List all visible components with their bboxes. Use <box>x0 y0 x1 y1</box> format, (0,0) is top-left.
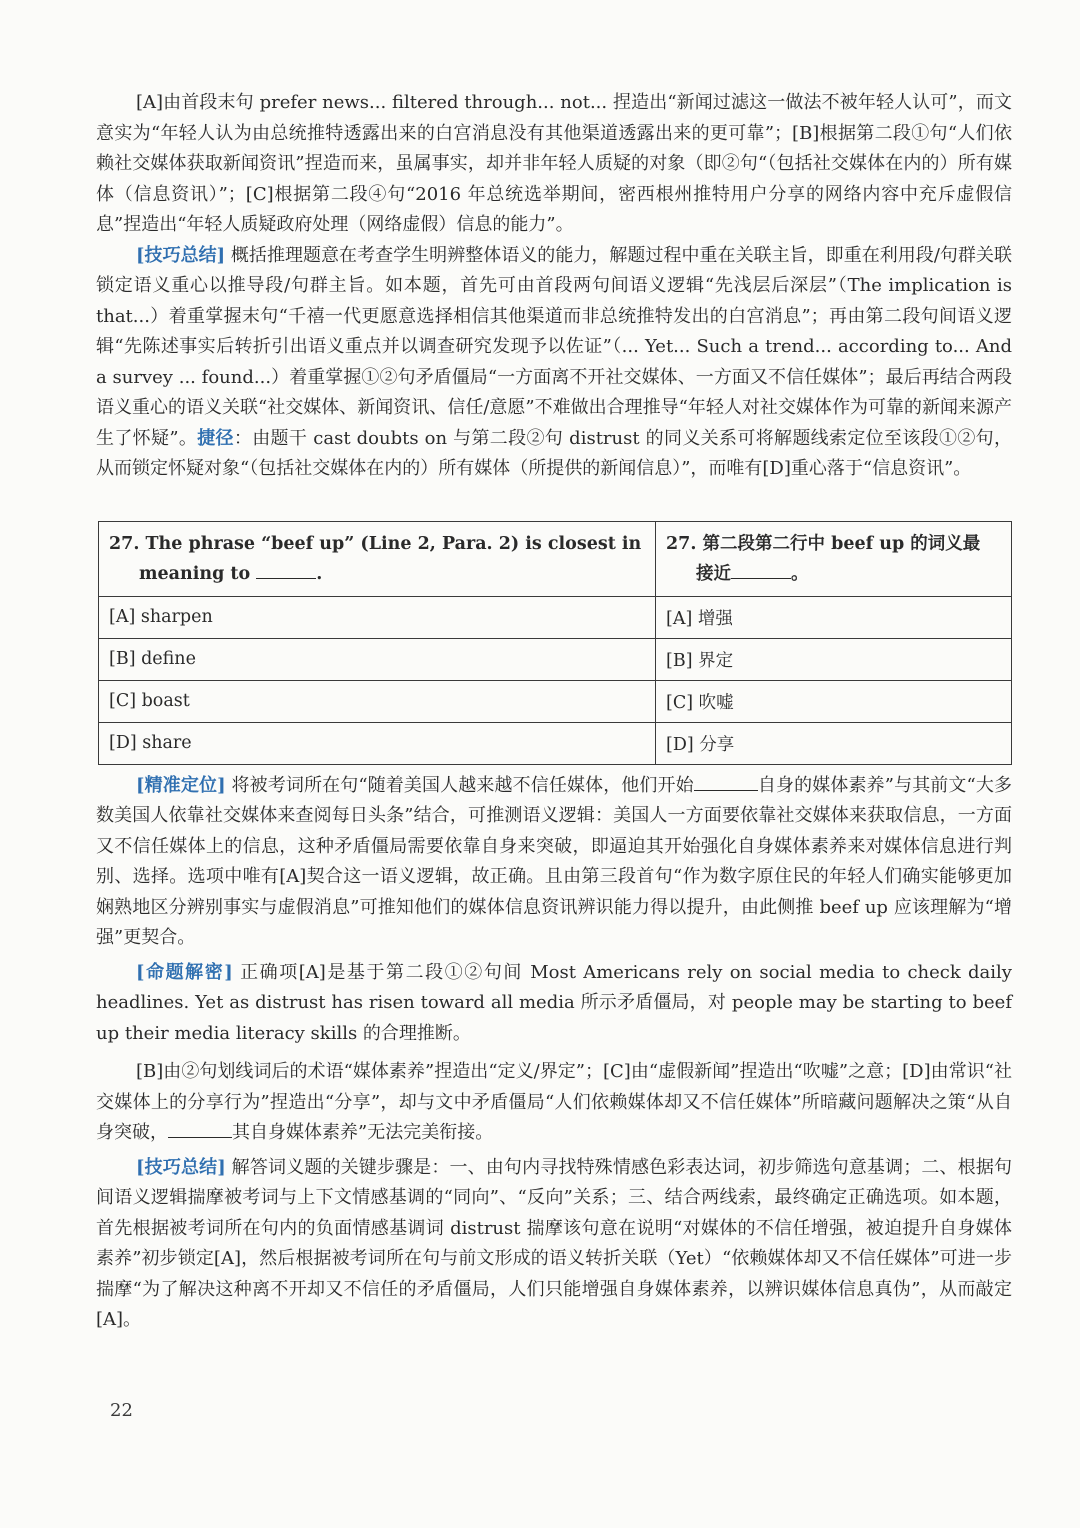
distractor-analysis-paragraph <box>96 88 1012 241</box>
skill-summary-2-text: 解答词义题的关键步骤是：一、由句内寻找特殊情感色彩表达词，初步筛选句意基调；二、根据句间语义逻辑揣摩被考词与上下文情感基调的“同向”、“反向”关系；三、结合两线索，最终确定正确选项。如本题，首先根据被考词所在句内的负面情感基调词 distrust 揣摩该句意在说明“对媒体的不信任增强，被迫提升自身媒体素养”初步锁定[A]，然后根据被考词所在句与前文形成的语义转折关联（Yet）“依赖媒体却又不信任媒体”可进一步揣摩“为了解决这种离不开却又不信任的矛盾僵局，人们只能增强自身媒体素养，以辨识媒体信息真伪”，从而敲定[A]。 <box>96 1156 1012 1330</box>
shortcut-text: ：由题干 cast doubts on 与第二段②句 distrust 的同义关系可将解题线索定位至该段①②句，从而锁定怀疑对象“（包括社交媒体在内的）所有媒体（所提供的新闻信息）”，而唯有[D]重心落于“信息资讯”。 <box>96 427 1013 479</box>
proposition-secret-tag: [命题解密] <box>136 961 233 983</box>
option-en: [A] sharpen <box>99 596 656 638</box>
skill-summary-2-tag: [技巧总结] <box>136 1156 226 1178</box>
option-zh: [D] 分享 <box>656 722 1012 764</box>
question-stem-en-line2 <box>109 559 645 589</box>
stem-en-period: . <box>316 563 323 584</box>
question-stem-zh-line1: 27. 第二段第二行中 beef up 的词义最 <box>666 533 981 554</box>
question-stem-row <box>99 521 1012 596</box>
skill-summary-paragraph <box>96 241 1012 485</box>
distractor-paragraph <box>96 1057 1012 1149</box>
inline-blank <box>168 1123 232 1138</box>
option-zh: [B] 界定 <box>656 638 1012 680</box>
distractor-text-a: [B]由②句划线词后的术语“媒体素养”捏造出“定义/界定”；[C]由“虚假新闻”捏造出“吹嘘”之意；[D]由常识“社交媒体上的分享行为”捏造出“分享”，却与文中矛盾僵局“人们依赖媒体却又不信任媒体”所暗藏问题解决之策“从自身突破， <box>96 1061 1012 1143</box>
answer-blank <box>731 564 791 579</box>
precise-location-text-a: 将被考词所在句“随着美国人越来越不信任媒体，他们开始 <box>231 774 694 796</box>
precise-location-tag: [精准定位] <box>136 774 226 796</box>
option-row <box>99 722 1012 764</box>
skill-summary-2-paragraph <box>96 1153 1012 1336</box>
question-stem-zh-line2 <box>666 559 1001 589</box>
stem-zh-period: 。 <box>791 563 809 584</box>
distractor-analysis-text: [A]由首段末句 prefer news... filtered through... not... 捏造出“新闻过滤这一做法不被年轻人认可”，而文意实为“年轻人认为由总统推特透露出来的白宫消息没有其他渠道透露出来的更可靠”；[B]根据第二段①句“人们依赖社交媒体获取新闻资讯”捏造而来，虽属事实，却并非年轻人质疑的对象（即②句“（包括社交媒体在内的）所有媒体（信息资讯）”；[C]根据第二段④句“2016 年总统选举期间，密西根州推特用户分享的网络内容中充斥虚假信息”捏造出“年轻人质疑政府处理（网络虚假）信息的能力”。 <box>96 92 1012 235</box>
question-stem-en <box>99 521 656 596</box>
shortcut-keyword: 捷径 <box>197 427 234 449</box>
page-content <box>96 88 1012 1336</box>
stem-zh-text: 接近 <box>696 563 731 584</box>
question-stem-en-line1: 27. The phrase “beef up” (Line 2, Para. 2) is closest in <box>109 533 642 554</box>
question-table <box>98 521 1012 765</box>
skill-summary-tag: [技巧总结] <box>136 244 226 266</box>
option-zh: [C] 吹嘘 <box>656 680 1012 722</box>
option-row <box>99 680 1012 722</box>
page-number: 22 <box>110 1400 133 1421</box>
option-en: [B] define <box>99 638 656 680</box>
question-stem-zh <box>656 521 1012 596</box>
option-row <box>99 638 1012 680</box>
answer-blank <box>256 564 316 579</box>
proposition-secret-text: 正确项[A]是基于第二段①②句间 Most Americans rely on social media to check daily headlines. Yet as distrust has risen toward all media 所示矛盾僵局，对 people may be starting to beef up their media literacy skills 的合理推断。 <box>96 961 1012 1044</box>
inline-blank <box>694 776 758 791</box>
distractor-text-b: 其自身媒体素养”无法完美衔接。 <box>232 1122 494 1143</box>
option-row <box>99 596 1012 638</box>
precise-location-text-b: 自身的媒体素养”与其前文“大多数美国人依靠社交媒体来查阅每日头条”结合，可推测语义逻辑：美国人一方面要依靠社交媒体来获取信息，一方面又不信任媒体上的信息，这种矛盾僵局需要依靠自身来突破，即逼迫其开始强化自身媒体素养来对媒体信息进行判别、选择。选项中唯有[A]契合这一语义逻辑，故正确。且由第三段首句“作为数字原住民的年轻人们确实能够更加娴熟地区分辨别事实与虚假消息”可推知他们的媒体信息资讯辨识能力得以提升，由此侧推 beef up 应该理解为“增强”更契合。 <box>96 774 1012 948</box>
stem-en-text: meaning to <box>139 563 251 584</box>
proposition-secret-paragraph <box>96 958 1012 1050</box>
option-en: [C] boast <box>99 680 656 722</box>
precise-location-paragraph <box>96 771 1012 954</box>
option-zh: [A] 增强 <box>656 596 1012 638</box>
skill-summary-text: 概括推理题意在考查学生明辨整体语义的能力，解题过程中重在关联主旨，即重在利用段/句群关联锁定语义重心以推导段/句群主旨。如本题，首先可由首段两句间语义逻辑“先浅层后深层”（The implication is that...）着重掌握末句“千禧一代更愿意选择相信其他渠道而非总统推特发出的白宫消息”；再由第二段句间语义逻辑“先陈述事实后转折引出语义重点并以调查研究发现予以佐证”（... Yet... Such a trend... according to... And a survey ... found...）着重掌握①②句矛盾僵局“一方面离不开社交媒体、一方面又不信任媒体”；最后再结合两段语义重心的语义关联“社交媒体、新闻资讯、信任/意愿”不难做出合理推导“年轻人对社交媒体作为可靠的新闻来源产生了怀疑”。 <box>96 244 1012 449</box>
option-en: [D] share <box>99 722 656 764</box>
